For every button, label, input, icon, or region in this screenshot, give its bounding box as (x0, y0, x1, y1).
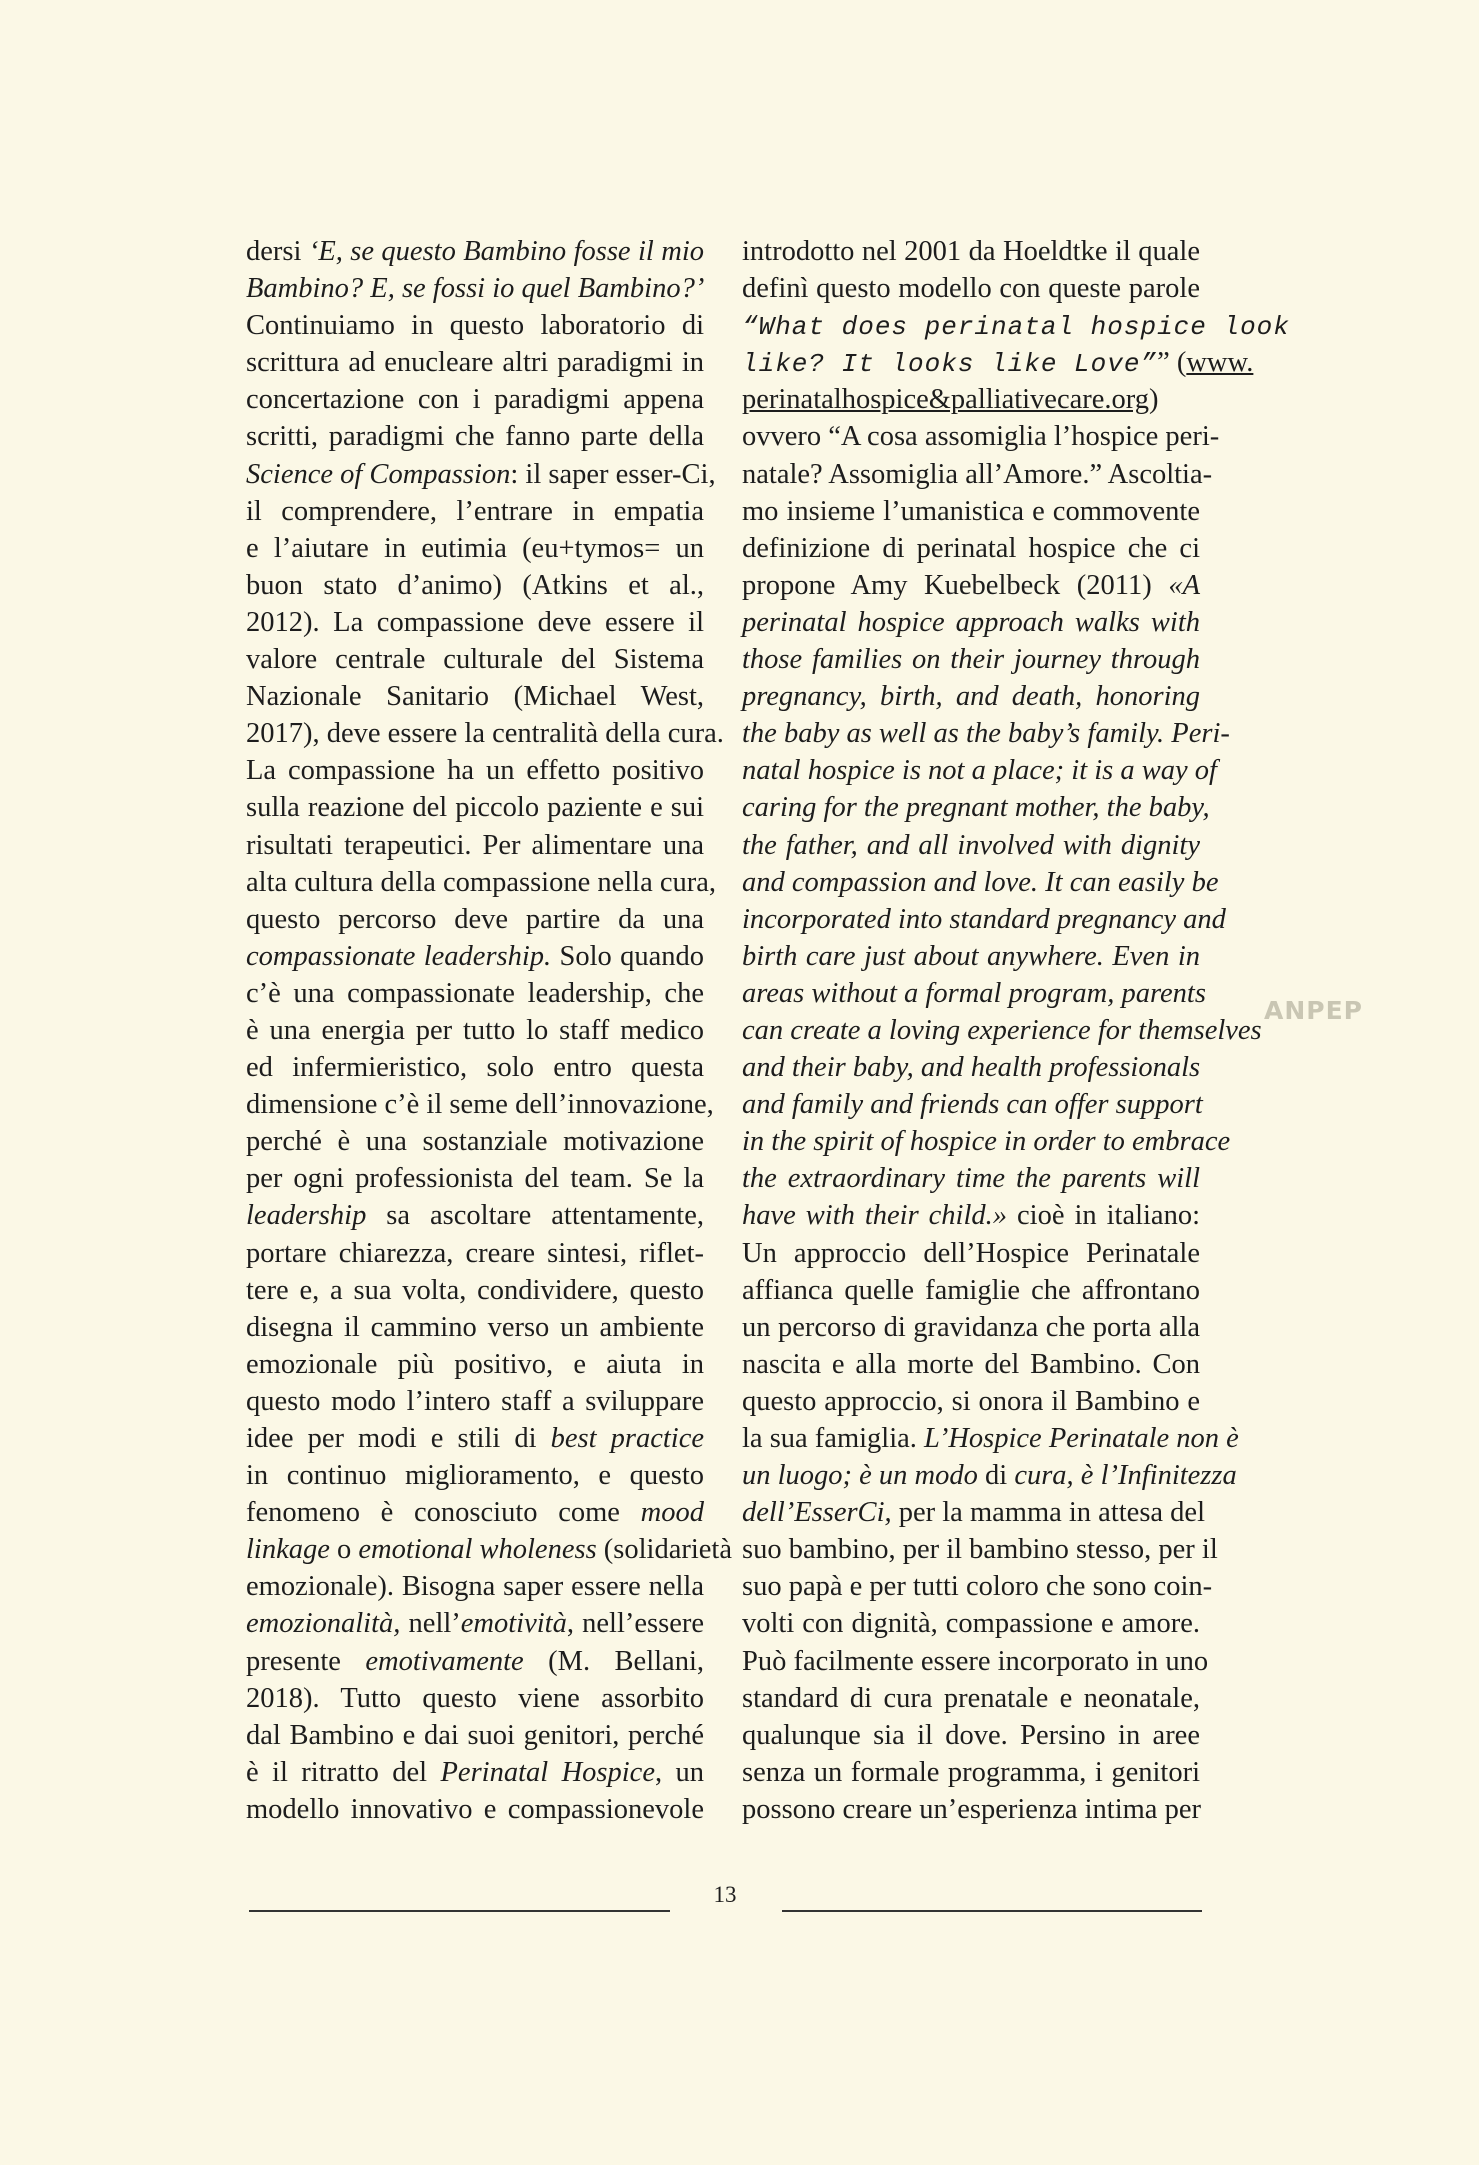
text-line (742, 1235, 1200, 1272)
text-segment: perinatal hospice approach walks with (742, 606, 1200, 638)
text-line (246, 1568, 704, 1605)
text-segment: disegna il cammino verso un ambiente (246, 1311, 704, 1343)
text-segment: per la mamma in attesa del (891, 1497, 1205, 1529)
text-segment: , nell’essere (566, 1608, 704, 1640)
text-line (742, 344, 1254, 381)
text-line (742, 567, 1200, 604)
text-segment: natale? Assomiglia all’Amore.” Ascoltia- (742, 458, 1213, 490)
text-segment: fenomeno è conosciuto come (246, 1497, 641, 1529)
text-segment: : il saper esser-Ci, (510, 458, 716, 490)
text-segment: per ogni professionista del team. Se la (246, 1163, 704, 1195)
text-segment: nascita e alla morte del Bambino. Con (742, 1348, 1200, 1380)
text-segment: dimensione c’è il seme dell’innovazione, (246, 1089, 714, 1121)
text-line (742, 604, 1200, 641)
text-segment: ‘E, se questo Bambino fosse il mio (308, 236, 705, 267)
text-segment[interactable]: www. (1186, 347, 1254, 379)
text-segment: ed infermieristico, solo entro questa (246, 1052, 704, 1084)
text-line (742, 864, 1219, 901)
text-line (742, 1531, 1218, 1568)
text-segment: o (329, 1534, 359, 1566)
text-segment: emotivamente (365, 1645, 524, 1677)
text-segment: cura, è l’Infinitezza (1014, 1460, 1237, 1492)
text-line (246, 1012, 704, 1049)
text-segment: Continuiamo in questo laboratorio di (246, 310, 704, 342)
text-segment: mo insieme l’umanistica e commovente (742, 495, 1200, 527)
text-line (742, 1605, 1200, 1642)
text-line (742, 752, 1217, 789)
text-line (742, 1383, 1200, 1420)
text-segment: ) (1149, 384, 1159, 416)
text-segment: those families on their journey through (742, 644, 1200, 676)
text-line (742, 1012, 1262, 1049)
text-segment: (M. Bellani, (523, 1645, 704, 1677)
text-segment: concertazione con i paradigmi appena (246, 384, 704, 416)
text-segment: Nazionale Sanitario (Michael West, (246, 681, 704, 713)
text-segment: and family and friends can offer support (742, 1089, 1203, 1121)
text-segment: the extraordinary time the parents will (742, 1163, 1200, 1195)
text-segment: risultati terapeutici. Per alimentare una (246, 829, 704, 861)
text-line (742, 1197, 1200, 1234)
text-segment: La compassione ha un effetto positivo (246, 755, 704, 787)
text-line (742, 270, 1200, 307)
text-line (246, 381, 704, 418)
text-segment: la sua famiglia. (742, 1423, 925, 1454)
text-segment: caring for the pregnant mother, the baby, (742, 792, 1210, 824)
footer-rule-left (249, 1910, 670, 1912)
text-column-right (742, 233, 1290, 1828)
text-segment: dell’EsserCi, (742, 1497, 892, 1529)
text-line (742, 715, 1230, 752)
text-segment: the baby as well as the baby’s family. Peri- (742, 718, 1230, 750)
text-line (246, 530, 704, 567)
text-line (246, 418, 704, 455)
text-line (742, 1717, 1200, 1754)
text-line (742, 827, 1200, 864)
text-line (742, 678, 1200, 715)
text-segment: suo papà e per tutti coloro che sono coin- (742, 1571, 1213, 1603)
text-line (246, 975, 704, 1012)
text-line (742, 1494, 1205, 1531)
text-segment: sa ascoltare attentamente, (366, 1200, 704, 1232)
text-line (246, 1383, 704, 1420)
text-line (246, 1717, 704, 1754)
text-segment: birth care just about anywhere. Even in (742, 940, 1200, 972)
text-line (742, 1086, 1203, 1123)
text-segment: and compassion and love. It can easily be (742, 866, 1219, 898)
text-line (246, 789, 704, 826)
text-segment: 2017), deve essere la centralità della cura. (246, 718, 724, 750)
text-segment: emozionalità, (246, 1608, 401, 1640)
text-segment: areas without a formal program, parents (742, 977, 1206, 1009)
text-segment: un luogo; è un modo (742, 1460, 978, 1492)
text-segment: e l’aiutare in eutimia (eu+tymos= un (246, 532, 704, 564)
text-segment: questo percorso deve partire da una (246, 903, 704, 935)
text-line (246, 1791, 704, 1828)
text-line (246, 233, 704, 270)
text-segment: volti con dignità, compassione e amore. (742, 1608, 1200, 1640)
text-line (742, 1123, 1231, 1160)
text-segment: 2018). Tutto questo viene assorbito (246, 1682, 704, 1714)
watermark-logo: ANPEP (1264, 996, 1363, 1025)
text-segment: cioè in italiano: (1007, 1200, 1200, 1232)
text-segment: scrittura ad enucleare altri paradigmi in (246, 347, 704, 379)
text-segment: presente (246, 1645, 366, 1677)
text-segment: modello innovativo e compassionevole (246, 1793, 704, 1825)
text-segment: “What does perinatal hospice look (742, 312, 1290, 343)
text-line (246, 1309, 704, 1346)
text-segment: è il ritratto del (246, 1756, 441, 1788)
text-segment[interactable]: perinatalhospice&palliativecare.org (742, 384, 1150, 416)
text-segment: like? It looks like Love” (742, 349, 1158, 380)
text-segment: 2012). La compassione deve essere il (246, 606, 704, 638)
text-line (246, 1605, 704, 1642)
text-line (742, 901, 1226, 938)
text-line (246, 715, 724, 752)
text-segment: definizione di perinatal hospice che ci (742, 532, 1200, 564)
text-segment: ” ( (1157, 347, 1187, 379)
text-line (246, 1531, 732, 1568)
text-line (246, 456, 716, 493)
text-line (246, 641, 704, 678)
text-line (246, 1272, 704, 1309)
text-line (246, 1346, 704, 1383)
text-line (742, 975, 1206, 1012)
text-line (742, 418, 1220, 455)
text-column-left (246, 233, 732, 1828)
text-line (246, 567, 704, 604)
text-segment: scritti, paradigmi che fanno parte della (246, 421, 704, 453)
text-segment: standard di cura prenatale e neonatale, (742, 1682, 1200, 1714)
text-segment: , un (654, 1756, 705, 1788)
text-line (246, 1086, 714, 1123)
text-line (742, 1791, 1200, 1828)
text-line (246, 1494, 704, 1531)
text-segment: idee per modi e stili di (246, 1423, 551, 1454)
text-line (742, 1160, 1200, 1197)
text-segment: suo bambino, per il bambino stesso, per il (742, 1534, 1218, 1566)
text-line (742, 381, 1200, 418)
text-segment: il comprendere, l’entrare in empatia (246, 495, 704, 527)
text-segment: can create a loving experience for themselves (742, 1014, 1262, 1046)
text-line (246, 752, 704, 789)
text-segment: linkage (246, 1534, 330, 1566)
text-segment: buon stato d’animo) (Atkins et al., (246, 569, 704, 601)
text-line (742, 1643, 1209, 1680)
text-segment: in the spirit of hospice in order to embrace (742, 1126, 1231, 1158)
text-segment: leadership (246, 1200, 367, 1232)
text-line (742, 641, 1200, 678)
text-segment: definì questo modello con queste parole (742, 273, 1200, 305)
text-line (742, 1309, 1200, 1346)
text-segment: natal hospice is not a place; it is a way of (742, 755, 1217, 787)
text-line (246, 1643, 704, 1680)
text-segment: Un approccio dell’Hospice Perinatale (742, 1237, 1200, 1269)
text-segment: portare chiarezza, creare sintesi, riflet- (246, 1237, 704, 1269)
text-segment: emozionale più positivo, e aiuta in (246, 1348, 704, 1380)
text-line (246, 1197, 704, 1234)
footer-rule-right (782, 1910, 1202, 1912)
text-line (246, 901, 704, 938)
text-line (246, 270, 704, 307)
text-line (246, 1235, 704, 1272)
text-line (246, 1680, 704, 1717)
text-line (742, 456, 1213, 493)
text-segment: qualunque sia il dove. Persino in aree (742, 1719, 1200, 1751)
text-line (246, 678, 704, 715)
text-line (742, 1754, 1200, 1791)
text-line (246, 344, 704, 381)
text-segment: propone Amy Kuebelbeck (2011) (742, 569, 1169, 601)
text-segment: affianca quelle famiglie che affrontano (742, 1274, 1200, 1306)
text-segment: have with their child.» (742, 1200, 1008, 1232)
text-line (742, 1272, 1200, 1309)
text-line (246, 1160, 704, 1197)
text-segment: emotional wholeness (358, 1534, 597, 1566)
text-line (742, 530, 1200, 567)
text-line (246, 1123, 704, 1160)
text-line (246, 604, 704, 641)
text-segment: perché è una sostanziale motivazione (246, 1126, 704, 1158)
text-line (246, 938, 704, 975)
text-segment: dal Bambino e dai suoi genitori, perché (246, 1719, 704, 1751)
text-line (742, 233, 1200, 270)
text-line (742, 307, 1290, 344)
text-segment: and their baby, and health professionals (742, 1052, 1201, 1084)
text-line (742, 938, 1200, 975)
page-footer (0, 1880, 1479, 1920)
text-segment: the father, and all involved with dignity (742, 829, 1200, 861)
text-line (742, 1457, 1237, 1494)
text-line (246, 827, 704, 864)
text-segment: «A (1168, 569, 1200, 601)
text-segment: emozionale). Bisogna saper essere nella (246, 1571, 704, 1603)
text-line (742, 1568, 1213, 1605)
text-segment: è una energia per tutto lo staff medico (246, 1014, 704, 1046)
text-line (742, 789, 1210, 826)
text-line (742, 1049, 1200, 1086)
text-line (246, 307, 704, 344)
text-segment: senza un formale programma, i genitori (742, 1756, 1200, 1788)
text-segment: possono creare un’esperienza intima per (742, 1793, 1201, 1825)
text-segment: un percorso di gravidanza che porta alla (742, 1311, 1200, 1343)
text-line (246, 1457, 704, 1494)
text-segment: emotività (460, 1608, 567, 1640)
text-segment: L’Hospice Perinatale non è (924, 1423, 1239, 1454)
text-segment: sulla reazione del piccolo paziente e sui (246, 792, 704, 824)
text-segment: compassionate leadership. (246, 940, 552, 972)
text-line (246, 1049, 704, 1086)
text-line (246, 864, 717, 901)
text-segment: dersi (246, 236, 309, 267)
text-segment: Science of Compassion (246, 458, 511, 490)
text-segment: Solo quando (551, 940, 704, 972)
text-line (742, 1346, 1200, 1383)
text-line (742, 493, 1200, 530)
text-line (246, 493, 704, 530)
text-segment: c’è una compassionate leadership, che (246, 977, 704, 1009)
text-segment: introdotto nel 2001 da Hoeldtke il quale (742, 236, 1200, 267)
text-segment: in continuo miglioramento, e questo (246, 1460, 704, 1492)
text-segment: best practice (550, 1423, 704, 1454)
page-number: 13 (713, 1882, 737, 1907)
text-segment: di (977, 1460, 1015, 1492)
text-segment: Bambino? E, se fossi io quel Bambino?’ (246, 273, 705, 305)
text-segment: mood (640, 1497, 704, 1529)
text-segment: questo approccio, si onora il Bambino e (742, 1385, 1200, 1417)
text-segment: tere e, a sua volta, condividere, questo (246, 1274, 704, 1306)
text-segment: valore centrale culturale del Sistema (246, 644, 704, 676)
text-line (742, 1420, 1239, 1457)
text-segment: nell’ (400, 1608, 461, 1640)
text-line (246, 1420, 704, 1457)
text-segment: Può facilmente essere incorporato in uno (742, 1645, 1209, 1677)
text-segment: questo modo l’intero staff a sviluppare (246, 1385, 704, 1417)
text-segment: alta cultura della compassione nella cura, (246, 866, 717, 898)
text-segment: pregnancy, birth, and death, honoring (742, 681, 1200, 713)
text-line (246, 1754, 704, 1791)
text-segment: (solidarietà (596, 1534, 732, 1566)
text-segment: incorporated into standard pregnancy and (742, 903, 1226, 935)
text-line (742, 1680, 1200, 1717)
text-segment: Perinatal Hospice (440, 1756, 655, 1788)
text-segment: ovvero “A cosa assomiglia l’hospice peri- (742, 421, 1220, 453)
